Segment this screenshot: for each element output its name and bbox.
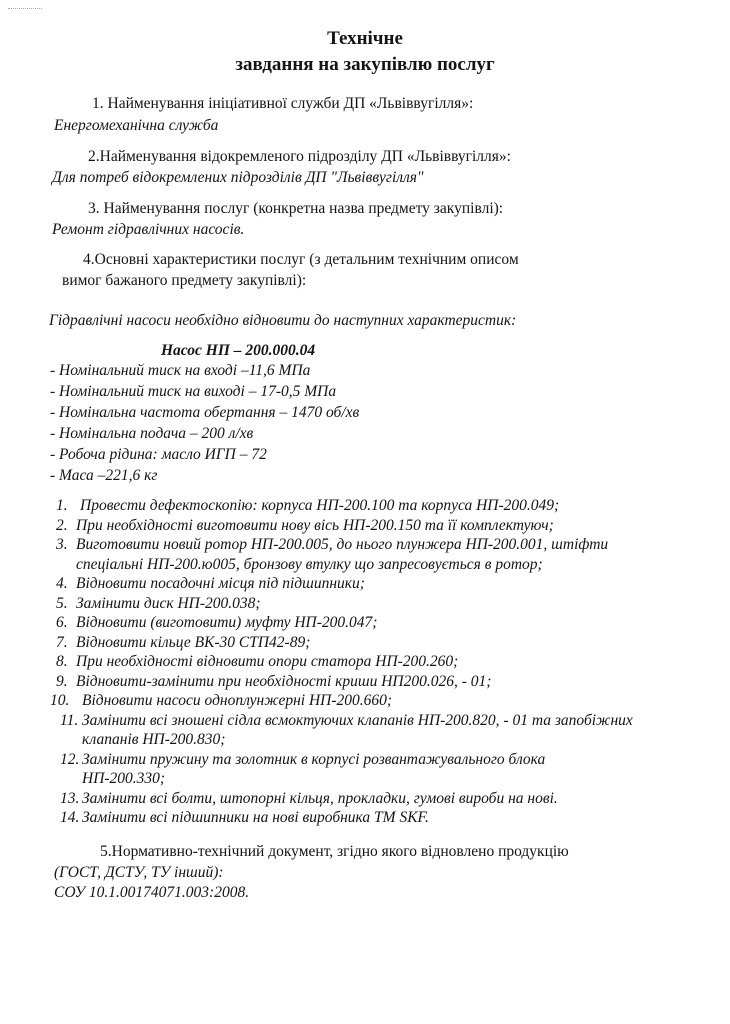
task-item [56,633,696,653]
section4-label-line1: 4.Основні характеристики послуг (з детальним технічним описом [83,251,519,268]
task-item [56,789,696,809]
task-item [56,711,696,750]
scan-artifact [8,8,42,12]
task-text: Відновити посадочні місця під підшипники; [76,575,365,592]
task-item [50,691,696,711]
task-number: 8. [56,653,68,670]
task-text: Відновити кільце ВК-30 СТП42-89; [76,633,311,651]
section1-value: Енергомеханічна служба [54,117,219,134]
task-item [56,808,696,828]
task-item [56,750,696,789]
section1-label: 1. Найменування ініціативної служби ДП «Львіввугілля»: [92,95,474,112]
spec-line: - Маса –221,6 кг [50,467,158,484]
task-text: При необхідності виготовити нову вісь НП-200.150 та її комплектуюч; [76,516,554,534]
task-text: Провести дефектоскопію: корпуса НП-200.100 та корпуса НП-200.049; [80,497,560,514]
task-number: 5. [56,594,68,612]
task-number: 12. [60,750,80,768]
spec-line: - Номінальна подача – 200 л/хв [50,425,254,442]
task-text: Виготовити новий ротор НП-200.005, до нього плунжера НП-200.001, штіфти спеціальні НП-200.ю005, бронзову втулку що запресовується в ротор; [76,536,609,573]
task-number: 3. [56,536,68,553]
task-item [56,516,696,536]
task-number: 4. [56,575,68,592]
task-number: 14. [60,809,80,826]
task-number: 6. [56,614,68,631]
section3-value: Ремонт гідравлічних насосів. [52,221,245,238]
task-text: Відновити (виготовити) муфту НП-200.047; [76,614,378,631]
task-number: 1. [56,497,68,514]
section5-value: СОУ 10.1.00174071.003:2008. [54,884,250,901]
task-text: Замінити всі зношені сідла всмоктуючих клапанів НП-200.820, - 01 та запобіжних клапанів НП-200.830; [82,711,633,748]
task-number: 13. [60,789,80,807]
section4-label-line2: вимог бажаного предмету закупівлі): [62,272,307,289]
spec-line: - Номінальний тиск на вході –11,6 МПа [50,362,311,379]
spec-line: - Робоча рідина: масло ИГП – 72 [50,446,267,463]
task-item [56,535,696,574]
task-number: 10. [50,692,70,709]
task-number: 11. [60,711,79,729]
task-text: Замінити всі болти, штопорні кільця, прокладки, гумові вироби на нові. [82,789,558,807]
task-item [56,613,696,633]
spec-line: - Номінальна частота обертання – 1470 об/хв [50,404,360,421]
task-text: Замінити всі підшипники на нові виробника ТМ SKF. [82,809,429,826]
task-number: 7. [56,633,68,651]
task-text: Відновити насоси одноплунжерні НП-200.660; [82,692,393,709]
task-list [50,496,696,828]
section5-label-line1: 5.Нормативно-технічний документ, згідно якого відновлено продукцію [100,843,569,860]
task-item [56,496,696,516]
spec-line: - Номінальний тиск на виході – 17-0,5 МПа [50,383,337,400]
task-text: Замінити диск НП-200.038; [76,594,261,612]
section3-label: 3. Найменування послуг (конкретна назва предмету закупівлі): [88,200,504,217]
document-title-line1: Технічне [327,28,403,49]
section2-label: 2.Найменування відокремленого підрозділу ДП «Львіввугілля»: [88,148,511,165]
task-text: Замінити пружину та золотник в корпусі розвантажувального блока НП-200.330; [82,750,546,787]
task-text: Відновити-замінити при необхідності криши НП200.026, - 01; [76,672,492,690]
pump-name: Насос НП – 200.000.04 [161,342,316,359]
section2-value: Для потреб відокремлених підрозділів ДП "Львіввугілля" [52,169,424,186]
section5-label-line2: (ГОСТ, ДСТУ, ТУ інший): [54,864,224,881]
task-item [56,574,696,594]
task-item [56,652,696,672]
task-text: При необхідності відновити опори статора НП-200.260; [76,653,459,670]
task-number: 9. [56,672,68,690]
task-item [56,594,696,614]
document-title-line2: завдання на закупівлю послуг [235,54,495,75]
task-item [56,672,696,692]
section4-intro: Гідравлічні насоси необхідно відновити до наступних характеристик: [49,312,517,329]
task-number: 2. [56,516,68,534]
